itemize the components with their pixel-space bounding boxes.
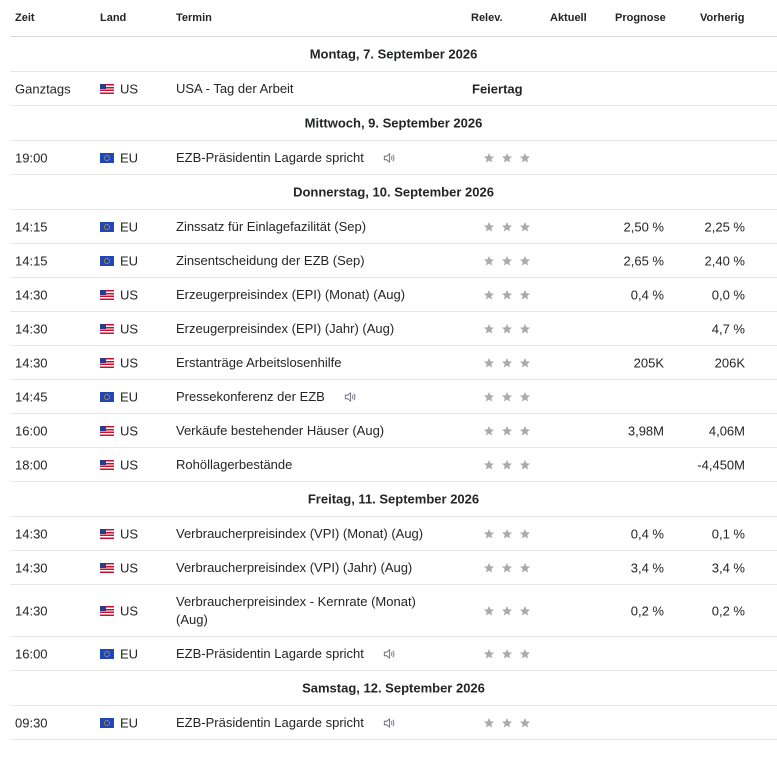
event-time: 14:15 bbox=[15, 253, 48, 268]
previous-value: -4,450M bbox=[697, 457, 745, 472]
event-title[interactable]: Rohöllagerbestände bbox=[176, 456, 293, 472]
star-icon bbox=[501, 323, 513, 335]
star-icon bbox=[501, 605, 513, 617]
col-forecast-header[interactable]: Prognose bbox=[615, 12, 666, 24]
us-flag-icon bbox=[100, 324, 114, 334]
event-title-cell[interactable] bbox=[176, 456, 292, 474]
event-country: EU bbox=[120, 150, 139, 165]
col-relevance-header[interactable]: Relev. bbox=[471, 12, 503, 24]
relevance-stars bbox=[483, 562, 537, 574]
us-flag-icon bbox=[100, 358, 114, 368]
flag-cell bbox=[100, 529, 114, 539]
event-time: 14:45 bbox=[15, 389, 48, 404]
event-title-cell[interactable] bbox=[176, 80, 294, 98]
holiday-label: Feiertag bbox=[472, 81, 523, 96]
event-title[interactable]: EZB-Präsidentin Lagarde spricht bbox=[176, 645, 364, 661]
event-row[interactable] bbox=[10, 414, 777, 448]
star-icon bbox=[519, 221, 531, 233]
relevance-stars bbox=[483, 152, 537, 164]
star-icon bbox=[483, 528, 495, 540]
date-row bbox=[10, 175, 777, 210]
star-icon bbox=[483, 648, 495, 660]
flag-cell bbox=[100, 649, 114, 659]
event-row[interactable] bbox=[10, 346, 777, 380]
forecast-value: 2,65 % bbox=[623, 253, 664, 268]
speaker-icon bbox=[382, 716, 396, 730]
date-label: Mittwoch, 9. September 2026 bbox=[304, 115, 483, 131]
event-time: 14:30 bbox=[15, 603, 48, 618]
event-title[interactable]: Verbraucherpreisindex (VPI) (Monat) (Aug) bbox=[176, 525, 424, 541]
star-icon bbox=[483, 605, 495, 617]
star-icon bbox=[501, 255, 513, 267]
flag-cell bbox=[100, 460, 114, 470]
star-icon bbox=[519, 152, 531, 164]
star-icon bbox=[501, 289, 513, 301]
event-time: 09:30 bbox=[15, 715, 48, 730]
date-label: Montag, 7. September 2026 bbox=[309, 46, 478, 62]
event-title-cell[interactable] bbox=[176, 354, 341, 372]
event-title[interactable]: EZB-Präsidentin Lagarde spricht bbox=[176, 714, 364, 730]
event-title[interactable]: Zinsentscheidung der EZB (Sep) bbox=[176, 252, 365, 268]
event-row[interactable] bbox=[10, 210, 777, 244]
date-label: Donnerstag, 10. September 2026 bbox=[293, 184, 494, 200]
previous-value: 3,4 % bbox=[711, 560, 745, 575]
relevance-stars bbox=[483, 391, 537, 403]
star-icon bbox=[483, 562, 495, 574]
star-icon bbox=[519, 528, 531, 540]
star-icon bbox=[483, 425, 495, 437]
event-title[interactable]: Verbraucherpreisindex (VPI) (Jahr) (Aug) bbox=[176, 559, 413, 575]
event-time: 16:00 bbox=[15, 423, 48, 438]
event-country: US bbox=[120, 287, 139, 302]
event-title[interactable]: Erstanträge Arbeitslosenhilfe bbox=[176, 354, 342, 370]
event-row[interactable] bbox=[10, 551, 777, 585]
eu-flag-icon bbox=[100, 718, 114, 728]
star-icon bbox=[483, 255, 495, 267]
relevance-stars bbox=[483, 605, 537, 617]
forecast-value: 205K bbox=[633, 355, 664, 370]
star-icon bbox=[483, 357, 495, 369]
flag-cell bbox=[100, 222, 114, 232]
star-icon bbox=[501, 717, 513, 729]
flag-cell bbox=[100, 84, 114, 94]
event-country: US bbox=[120, 457, 139, 472]
date-row bbox=[10, 106, 777, 141]
flag-cell bbox=[100, 256, 114, 266]
us-flag-icon bbox=[100, 460, 114, 470]
previous-value: 0,1 % bbox=[711, 526, 745, 541]
event-title[interactable]: Zinssatz für Einlagefazilität (Sep) bbox=[176, 218, 367, 234]
event-title-cell[interactable] bbox=[176, 149, 396, 167]
eu-flag-icon bbox=[100, 256, 114, 266]
event-time: 18:00 bbox=[15, 457, 48, 472]
relevance-stars bbox=[483, 255, 537, 267]
relevance-stars bbox=[483, 528, 537, 540]
event-country: US bbox=[120, 81, 139, 96]
previous-value: 0,0 % bbox=[711, 287, 745, 302]
event-title-cell[interactable] bbox=[176, 320, 394, 338]
event-country: US bbox=[120, 603, 139, 618]
event-time: 14:30 bbox=[15, 526, 48, 541]
event-title-cell[interactable] bbox=[176, 422, 384, 440]
event-time: 16:00 bbox=[15, 646, 48, 661]
flag-cell bbox=[100, 153, 114, 163]
star-icon bbox=[519, 562, 531, 574]
star-icon bbox=[501, 528, 513, 540]
event-title-cell[interactable] bbox=[176, 559, 412, 577]
previous-value: 2,25 % bbox=[704, 219, 745, 234]
speaker-icon bbox=[382, 647, 396, 661]
forecast-value: 0,4 % bbox=[630, 526, 664, 541]
event-row[interactable] bbox=[10, 380, 777, 414]
event-title[interactable]: EZB-Präsidentin Lagarde spricht bbox=[176, 149, 364, 165]
star-icon bbox=[483, 221, 495, 233]
date-row bbox=[10, 671, 777, 706]
star-icon bbox=[519, 323, 531, 335]
flag-cell bbox=[100, 392, 114, 402]
relevance-stars bbox=[483, 221, 537, 233]
us-flag-icon bbox=[100, 529, 114, 539]
event-title-cell[interactable] bbox=[176, 388, 357, 406]
forecast-value: 0,4 % bbox=[630, 287, 664, 302]
us-flag-icon bbox=[100, 426, 114, 436]
previous-value: 4,06M bbox=[708, 423, 745, 438]
event-time: 19:00 bbox=[15, 150, 48, 165]
event-country: US bbox=[120, 423, 139, 438]
star-icon bbox=[519, 391, 531, 403]
star-icon bbox=[483, 459, 495, 471]
event-country: US bbox=[120, 321, 139, 336]
event-row[interactable] bbox=[10, 141, 777, 175]
relevance-stars bbox=[483, 425, 537, 437]
relevance-stars bbox=[483, 459, 537, 471]
star-icon bbox=[483, 323, 495, 335]
star-icon bbox=[501, 357, 513, 369]
flag-cell bbox=[100, 606, 114, 616]
date-label: Samstag, 12. September 2026 bbox=[302, 680, 485, 696]
star-icon bbox=[501, 425, 513, 437]
event-time: 14:15 bbox=[15, 219, 48, 234]
flag-cell bbox=[100, 290, 114, 300]
event-title-cell[interactable] bbox=[176, 252, 365, 270]
event-title-cell[interactable] bbox=[176, 525, 423, 543]
event-country: EU bbox=[120, 646, 139, 661]
star-icon bbox=[519, 648, 531, 660]
col-event-header[interactable]: Termin bbox=[176, 12, 212, 24]
event-row[interactable] bbox=[10, 244, 777, 278]
star-icon bbox=[519, 289, 531, 301]
relevance-stars bbox=[483, 323, 537, 335]
relevance-stars bbox=[483, 717, 537, 729]
event-title[interactable]: Pressekonferenz der EZB bbox=[176, 388, 325, 404]
star-icon bbox=[483, 152, 495, 164]
event-title[interactable]: Erzeugerpreisindex (EPI) (Monat) (Aug) bbox=[176, 286, 406, 302]
relevance-stars bbox=[483, 357, 537, 369]
forecast-value: 3,4 % bbox=[630, 560, 664, 575]
event-row[interactable] bbox=[10, 517, 777, 551]
star-icon bbox=[519, 605, 531, 617]
eu-flag-icon bbox=[100, 222, 114, 232]
event-country: EU bbox=[120, 253, 139, 268]
star-icon bbox=[501, 221, 513, 233]
speaker-icon bbox=[343, 390, 357, 404]
event-time: 14:30 bbox=[15, 560, 48, 575]
flag-cell bbox=[100, 358, 114, 368]
event-time: 14:30 bbox=[15, 321, 48, 336]
star-icon bbox=[501, 391, 513, 403]
event-country: US bbox=[120, 355, 139, 370]
col-country-header[interactable]: Land bbox=[100, 12, 127, 24]
eu-flag-icon bbox=[100, 153, 114, 163]
event-row[interactable] bbox=[10, 637, 777, 671]
flag-cell bbox=[100, 563, 114, 573]
previous-value: 206K bbox=[714, 355, 745, 370]
flag-cell bbox=[100, 324, 114, 334]
eu-flag-icon bbox=[100, 392, 114, 402]
us-flag-icon bbox=[100, 563, 114, 573]
col-previous-header[interactable]: Vorherig bbox=[700, 12, 745, 24]
forecast-value: 3,98M bbox=[627, 423, 664, 438]
event-title-cell[interactable] bbox=[176, 218, 366, 236]
us-flag-icon bbox=[100, 290, 114, 300]
us-flag-icon bbox=[100, 606, 114, 616]
star-icon bbox=[501, 648, 513, 660]
event-title-cell[interactable] bbox=[176, 645, 396, 663]
forecast-value: 0,2 % bbox=[630, 603, 664, 618]
star-icon bbox=[501, 459, 513, 471]
date-row bbox=[10, 482, 777, 517]
star-icon bbox=[501, 562, 513, 574]
event-country: EU bbox=[120, 219, 139, 234]
event-row[interactable] bbox=[10, 278, 777, 312]
forecast-value: 2,50 % bbox=[623, 219, 664, 234]
us-flag-icon bbox=[100, 84, 114, 94]
col-time-header[interactable]: Zeit bbox=[15, 12, 35, 24]
speaker-icon bbox=[382, 151, 396, 165]
event-title-cell[interactable] bbox=[176, 286, 405, 304]
previous-value: 4,7 % bbox=[711, 321, 745, 336]
previous-value: 2,40 % bbox=[704, 253, 745, 268]
event-country: US bbox=[120, 526, 139, 541]
event-title[interactable]: Verkäufe bestehender Häuser (Aug) bbox=[176, 422, 385, 438]
event-title[interactable]: Verbraucherpreisindex - Kernrate (Monat) (Aug) bbox=[176, 593, 416, 627]
event-country: US bbox=[120, 560, 139, 575]
event-time: Ganztags bbox=[15, 81, 71, 96]
event-title[interactable]: Erzeugerpreisindex (EPI) (Jahr) (Aug) bbox=[176, 320, 395, 336]
star-icon bbox=[501, 152, 513, 164]
event-row[interactable] bbox=[10, 448, 777, 482]
star-icon bbox=[519, 717, 531, 729]
event-country: EU bbox=[120, 389, 139, 404]
star-icon bbox=[519, 357, 531, 369]
event-row[interactable] bbox=[10, 706, 777, 740]
relevance-stars bbox=[483, 648, 537, 660]
event-country: EU bbox=[120, 715, 139, 730]
event-time: 14:30 bbox=[15, 355, 48, 370]
star-icon bbox=[519, 255, 531, 267]
event-row[interactable] bbox=[10, 72, 777, 106]
event-title[interactable]: USA - Tag der Arbeit bbox=[176, 80, 294, 96]
event-row[interactable] bbox=[10, 312, 777, 346]
flag-cell bbox=[100, 718, 114, 728]
col-actual-header[interactable]: Aktuell bbox=[550, 12, 587, 24]
event-title-cell[interactable] bbox=[176, 714, 396, 732]
event-title-cell[interactable] bbox=[176, 593, 446, 629]
star-icon bbox=[483, 717, 495, 729]
table-header bbox=[10, 0, 777, 37]
event-row[interactable] bbox=[10, 585, 777, 637]
relevance-stars bbox=[483, 289, 537, 301]
star-icon bbox=[519, 425, 531, 437]
star-icon bbox=[483, 289, 495, 301]
star-icon bbox=[483, 391, 495, 403]
star-icon bbox=[519, 459, 531, 471]
event-time: 14:30 bbox=[15, 287, 48, 302]
previous-value: 0,2 % bbox=[711, 603, 745, 618]
date-row bbox=[10, 37, 777, 72]
flag-cell bbox=[100, 426, 114, 436]
date-label: Freitag, 11. September 2026 bbox=[307, 491, 480, 507]
eu-flag-icon bbox=[100, 649, 114, 659]
